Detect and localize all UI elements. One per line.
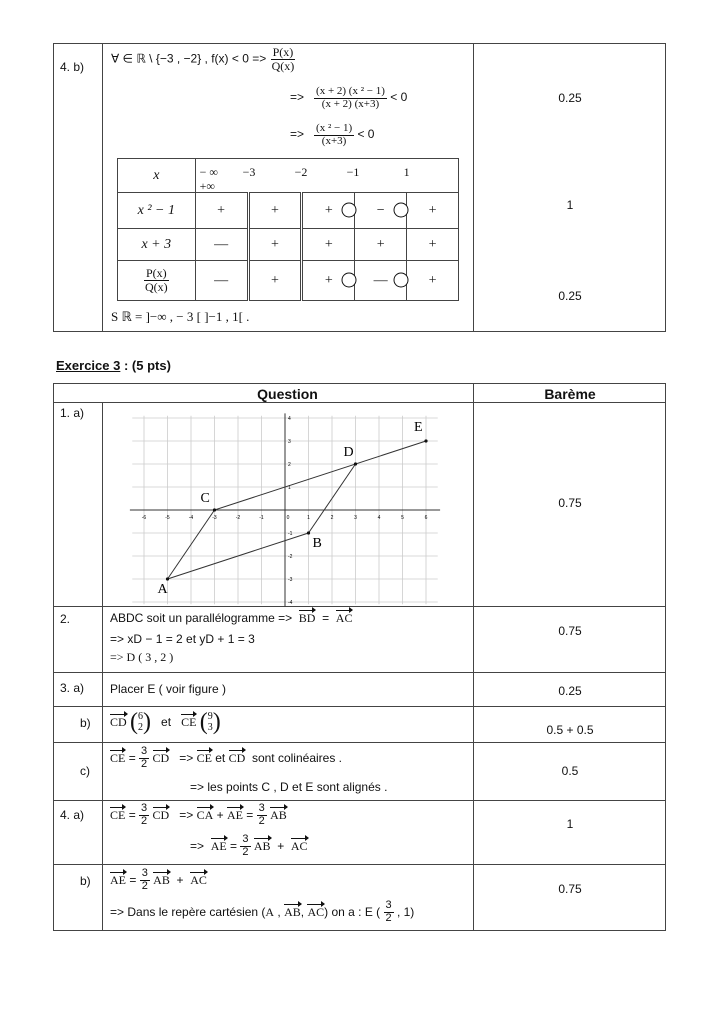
x-tick-label: 2: [330, 515, 334, 521]
ce-y: 3: [207, 722, 213, 733]
vec-CD: CD: [152, 750, 170, 765]
vec-AE: AE: [226, 807, 243, 822]
x-tick-label: 3: [354, 515, 357, 521]
point-A: [166, 577, 169, 580]
x-tick-label: 1: [307, 515, 310, 521]
sign-table-x-label: x: [118, 159, 196, 193]
q4b-frac2-den: (x + 2) (x+3): [321, 97, 380, 110]
tick-minus-2: −2: [294, 165, 308, 179]
y-tick-label: -3: [288, 577, 293, 583]
sign-row-1-label: x ² − 1: [118, 193, 196, 229]
ce-coords: ( 9 3 ): [199, 709, 221, 735]
q3c-et: et: [215, 751, 226, 766]
vec-CE: CE: [110, 750, 126, 765]
q4b-ex3-score: 0.75: [558, 882, 582, 896]
q4b-lt0-2: < 0: [390, 90, 408, 105]
q3a-text: Placer E ( voir figure ): [110, 682, 227, 696]
ex2-score-1: 0.25: [558, 91, 582, 105]
sign-cell: —: [195, 229, 248, 261]
q4b-label-ex3: b): [80, 874, 91, 888]
vec-CD: CD: [228, 750, 246, 765]
cd-x: 6: [138, 711, 144, 722]
q4a-score: 1: [566, 817, 574, 831]
q4a-label: 4. a): [60, 808, 85, 822]
vec-AC: AC: [335, 611, 353, 625]
header-bareme: Barème: [544, 386, 596, 402]
q3a-score-col: [474, 672, 666, 706]
x-tick-label: 6: [424, 515, 428, 521]
y-tick-label: -2: [288, 554, 293, 560]
vec-CD: CD: [110, 714, 127, 729]
zero-circle: [342, 203, 356, 217]
q3a-score: 0.25: [558, 684, 582, 698]
vec-AB: AB: [153, 872, 170, 887]
sign-cell: —: [355, 261, 407, 301]
q2-eq: =: [322, 611, 330, 625]
q4b-line2: [290, 86, 407, 110]
q3b-label: b): [80, 716, 91, 730]
ex2-score-3: 0.25: [558, 289, 582, 303]
sign-cell: +: [407, 193, 459, 229]
frac-3-2: $\frac{3}{2}$: [242, 833, 249, 858]
q4b-line3: [290, 123, 374, 147]
q4b-ex3-line2: => Dans le repère cartésien ( A , AB , AC ) on a : E ( $\frac{3}{2}$ , 1): [110, 899, 415, 924]
vec-AC: AC: [290, 838, 308, 853]
point-B: [307, 531, 310, 534]
ex3-title: [56, 358, 171, 373]
q4b-frac3-num: (x ² − 1): [316, 122, 353, 134]
x-tick-label: 0: [286, 515, 290, 521]
ex3-title-main: Exercice 3: [56, 358, 121, 373]
sign-cell: −: [355, 193, 407, 229]
q3c-score: 0.5: [561, 764, 579, 778]
tick-plus-inf: +∞: [199, 179, 215, 193]
q2-line2: => xD − 1 = 2 et yD + 1 = 3: [110, 632, 255, 646]
q4b-solution: S ℝ = ]−∞ , − 3 [ ]−1 , 1[ .: [111, 309, 250, 324]
q3c-label: c): [80, 764, 90, 778]
y-tick-label: 1: [288, 485, 291, 491]
x-tick-label: -3: [212, 515, 217, 521]
point-label-A: A: [157, 582, 168, 597]
point-label-E: E: [414, 420, 423, 435]
sign-cell: +: [302, 229, 355, 261]
coordinate-figure: [128, 410, 446, 606]
q4b-frac3-den: (x+3): [321, 134, 347, 147]
vec-AB: AB: [253, 838, 271, 853]
q4a-line1: CE = $\frac{3}{2}$ CD => CA + AE = $\frac{3}{2}$ AB: [110, 802, 287, 827]
frac-3-2: $\frac{3}{2}$: [141, 802, 148, 827]
ex2-score-col: [474, 43, 666, 332]
eq: =: [128, 751, 136, 766]
point-E: [424, 439, 427, 442]
q1a-score: 0.75: [558, 496, 582, 510]
ex3-col-divider-1: [102, 402, 103, 931]
sign-cell: +: [302, 261, 355, 301]
tick-minus-1: −1: [346, 165, 360, 179]
x-tick-label: 4: [377, 515, 381, 521]
cd-y: 2: [138, 722, 144, 733]
q3b-line: [110, 710, 221, 734]
x-tick-label: -4: [188, 515, 194, 521]
q1a-label: 1. a): [60, 406, 85, 420]
ex2-col-divider-1: [102, 43, 103, 332]
q3c-line2: => les points C , D et E sont alignés .: [190, 780, 388, 794]
vec-AB: AB: [270, 807, 287, 822]
ce-x: 9: [207, 711, 213, 722]
zero-markers: [117, 158, 459, 300]
y-tick-label: 2: [288, 462, 291, 468]
header-question: Question: [257, 386, 318, 402]
segment-CE: [215, 441, 427, 510]
q4b-frac1-num: P(x): [272, 45, 294, 59]
q3c-line1: [110, 746, 342, 770]
frac-3-2: $\frac{3}{2}$: [385, 899, 392, 924]
frac-3-2: $\frac{3}{2}$: [141, 745, 148, 770]
vec-CA: CA: [196, 807, 214, 822]
q4b-frac3: [314, 123, 354, 147]
q4b-ex3-mid: ) on a : E (: [324, 905, 381, 920]
point-label-C: C: [200, 491, 210, 506]
frac-3-2: $\frac{3}{2}$: [258, 802, 265, 827]
frac-3-2: $\frac{3}{2}$: [141, 867, 148, 892]
cd-coords: ( 6 2 ): [130, 709, 152, 735]
y-tick-label: -1: [288, 531, 293, 537]
q4b-frac2: [314, 86, 387, 110]
point-label-D: D: [343, 445, 354, 460]
ex3-title-suffix: : (5 pts): [120, 358, 171, 373]
q2-score: 0.75: [558, 624, 582, 638]
q4b-ex3-A: A: [265, 904, 275, 919]
q4b-ex3-score-col: [474, 864, 666, 931]
q2-label: 2.: [60, 612, 71, 626]
x-tick-label: -6: [141, 515, 147, 521]
q3b-score: 0.5 + 0.5: [546, 723, 594, 737]
sign-cell: +: [407, 261, 459, 301]
q4b-line1: [111, 46, 296, 72]
sign-cell: +: [248, 261, 302, 301]
zero-circle: [394, 273, 408, 287]
q4b-frac2-num: (x + 2) (x ² − 1): [316, 85, 385, 97]
q2-line3: => D ( 3 , 2 ): [110, 650, 174, 664]
tick-1: 1: [403, 165, 410, 179]
y-tick-label: 3: [288, 439, 291, 445]
vec-CE: CE: [181, 714, 197, 729]
q2-line1-text: ABDC soit un parallélogramme =>: [110, 611, 293, 625]
q4b-lt0-3: < 0: [357, 127, 375, 142]
point-D: [354, 462, 357, 465]
q3a-label: 3. a): [60, 681, 85, 695]
q4b-ex3-end: , 1): [396, 905, 415, 920]
ex2-score-2: 1: [566, 198, 574, 212]
sign-cell: +: [302, 193, 355, 229]
q4b-arrow-2: =>: [290, 90, 305, 105]
q4b-frac1-den: Q(x): [271, 58, 295, 73]
sign-row-2-label: x + 3: [118, 229, 196, 261]
sign-cell: +: [248, 193, 302, 229]
q4b-arrow-3: =>: [290, 127, 305, 142]
vec-AC: AC: [307, 904, 325, 919]
vec-BD: BD: [298, 611, 316, 625]
q2-score-col: [474, 606, 666, 672]
vec-CE: CE: [196, 750, 212, 765]
sign-row-3-num: P(x): [145, 266, 167, 281]
q4b-label: 4. b): [60, 60, 85, 74]
point-C: [213, 508, 216, 511]
sign-cell: —: [195, 261, 248, 301]
y-tick-label: -4: [288, 600, 293, 606]
q4a-line2: => AE = $\frac{3}{2}$ AB + AC: [190, 833, 308, 858]
q3b-et: et: [161, 715, 172, 729]
x-tick-label: -5: [165, 515, 170, 521]
tick-minus-3: −3: [242, 165, 256, 179]
q4b-ex3-line1: AE = $\frac{3}{2}$ AB + AC: [110, 867, 207, 892]
q4b-line1-prefix: ∀ ∈ ℝ \ {−3 , −2} , f(x) < 0 =>: [111, 51, 267, 66]
zero-circle: [394, 203, 408, 217]
x-tick-label: -1: [259, 515, 264, 521]
sign-row-3-den: Q(x): [144, 280, 168, 294]
sign-cell: +: [195, 193, 248, 229]
q3c-score-col: [474, 742, 666, 800]
zero-circle: [342, 273, 356, 287]
q4b-frac1: [270, 46, 297, 72]
sign-cell: +: [248, 229, 302, 261]
q1a-score-col: [474, 402, 666, 606]
q2-line1: [110, 611, 352, 626]
q3b-score-col: [474, 706, 666, 742]
x-tick-label: -2: [235, 515, 241, 521]
q3c-arrow: =>: [179, 751, 194, 766]
q3c-colineaires: sont colinéaires .: [251, 751, 342, 766]
x-tick-label: 5: [401, 515, 404, 521]
vec-CE: CE: [110, 807, 126, 822]
q4a-score-col: [474, 800, 666, 864]
q4b-ex3-prefix: => Dans le repère cartésien (: [110, 905, 266, 920]
tick-minus-inf: − ∞: [199, 165, 218, 179]
vec-AE: AE: [210, 838, 227, 853]
vec-AB: AB: [284, 904, 301, 919]
sign-cell: +: [407, 229, 459, 261]
vec-CD: CD: [152, 807, 170, 822]
vec-AC: AC: [190, 872, 207, 887]
sign-cell: +: [355, 229, 407, 261]
y-tick-label: 4: [288, 416, 291, 422]
vec-AE: AE: [110, 872, 126, 887]
point-label-B: B: [312, 536, 322, 551]
